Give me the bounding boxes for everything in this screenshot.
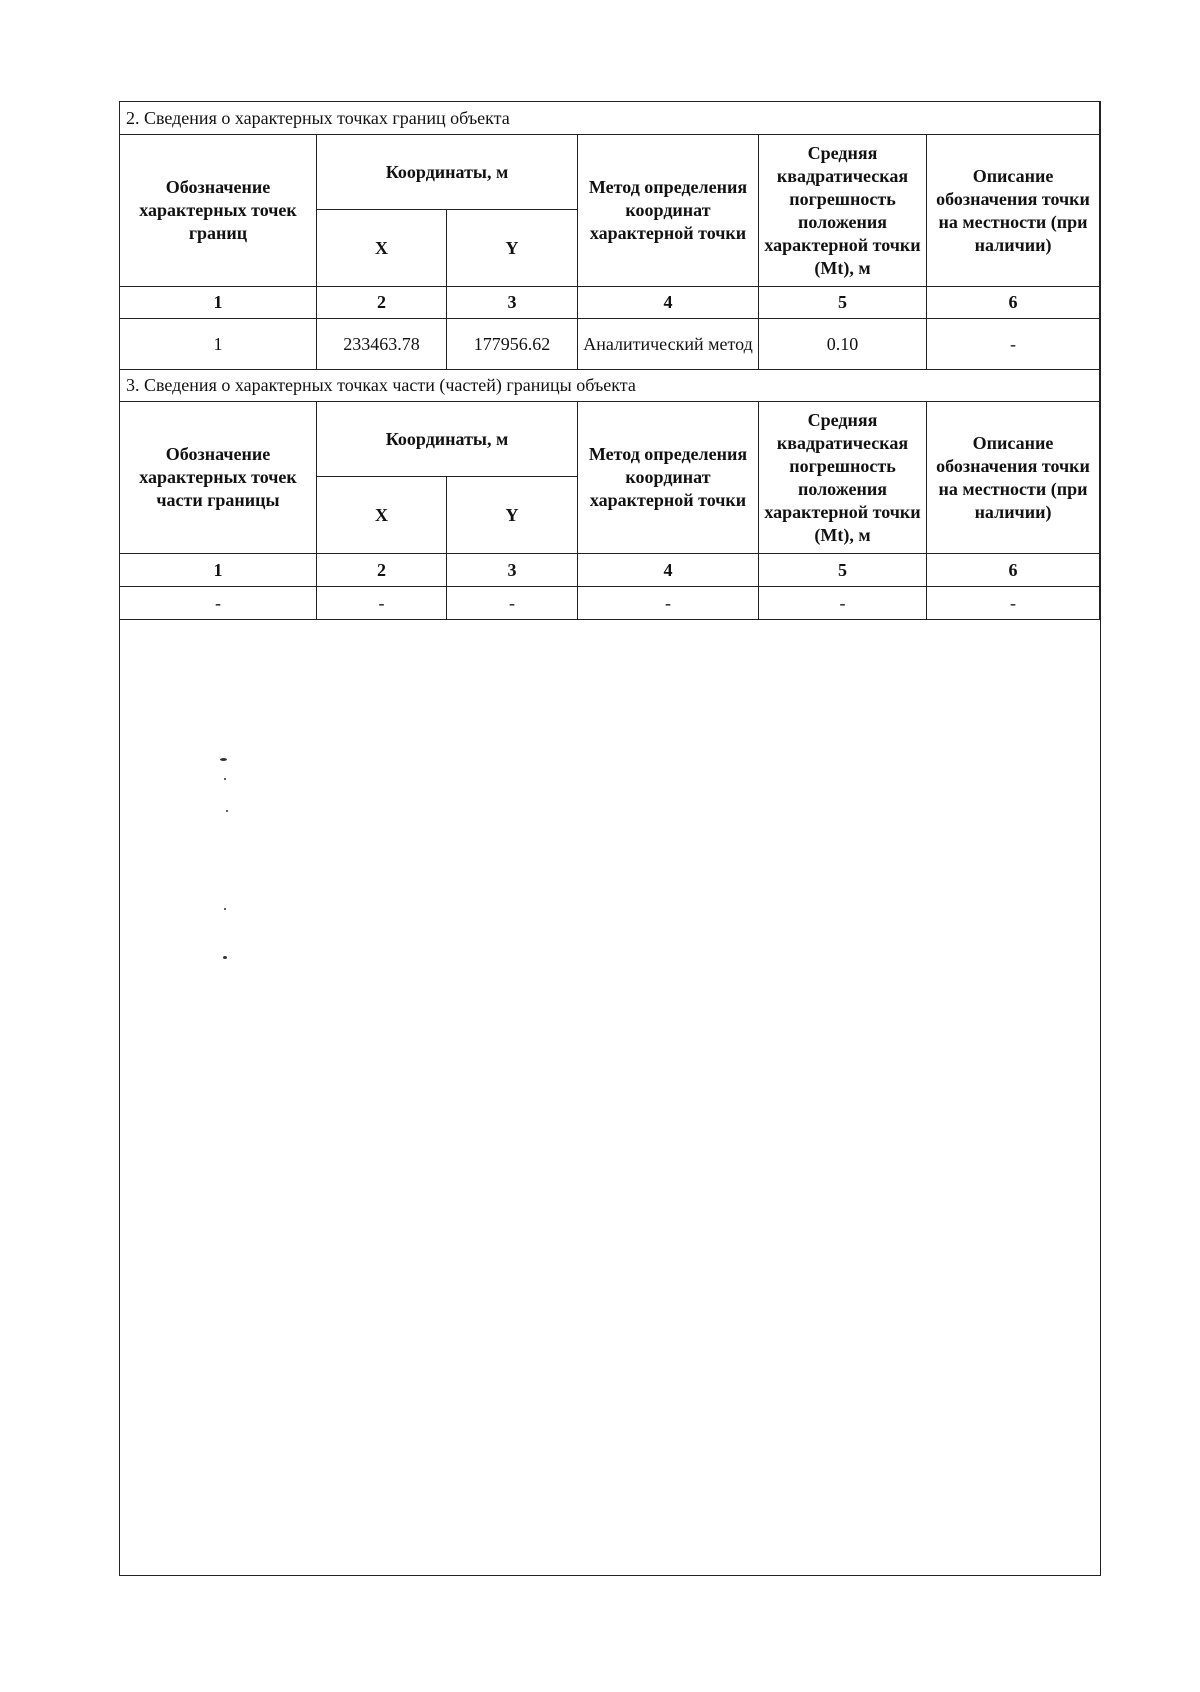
scan-speck xyxy=(224,908,226,910)
table-row xyxy=(120,319,1100,370)
point-designation: - xyxy=(120,587,317,620)
coordinate-y: - xyxy=(447,587,578,620)
header-x: X xyxy=(317,210,447,287)
column-number: 4 xyxy=(578,287,759,319)
column-number: 3 xyxy=(447,554,578,587)
column-number: 3 xyxy=(447,287,578,319)
scan-speck xyxy=(226,810,228,812)
column-number: 4 xyxy=(578,554,759,587)
coordinate-x: - xyxy=(317,587,447,620)
point-description: - xyxy=(927,319,1100,370)
column-number: 6 xyxy=(927,554,1100,587)
header-description: Описание обозначения точки на местности (при наличии) xyxy=(927,135,1100,287)
mean-square-error: 0.10 xyxy=(759,319,927,370)
determination-method: - xyxy=(578,587,759,620)
part-boundary-points-table xyxy=(119,369,1100,620)
section-2-title: 2. Сведения о характерных точках границ объекта xyxy=(120,102,1100,135)
scan-speck xyxy=(224,778,226,780)
point-designation: 1 xyxy=(120,319,317,370)
header-method: Метод определения координат характерной точки xyxy=(578,135,759,287)
column-number: 6 xyxy=(927,287,1100,319)
coordinate-x: 233463.78 xyxy=(317,319,447,370)
column-number: 5 xyxy=(759,287,927,319)
coordinate-y: 177956.62 xyxy=(447,319,578,370)
header-description: Описание обозначения точки на местности (при наличии) xyxy=(927,402,1100,554)
header-error: Средняя квадратическая погрешность положения характерной точки (Mt), м xyxy=(759,402,927,554)
scan-speck xyxy=(223,956,227,959)
header-designation: Обозначение характерных точек границ xyxy=(120,135,317,287)
header-y: Y xyxy=(447,477,578,554)
column-numbers-row xyxy=(120,554,1100,587)
column-number: 2 xyxy=(317,287,447,319)
header-designation: Обозначение характерных точек части границы xyxy=(120,402,317,554)
point-description: - xyxy=(927,587,1100,620)
header-method: Метод определения координат характерной точки xyxy=(578,402,759,554)
boundary-points-table xyxy=(119,101,1100,370)
header-error: Средняя квадратическая погрешность положения характерной точки (Mt), м xyxy=(759,135,927,287)
column-number: 5 xyxy=(759,554,927,587)
column-number: 2 xyxy=(317,554,447,587)
header-coordinates: Координаты, м xyxy=(317,402,578,477)
mean-square-error: - xyxy=(759,587,927,620)
determination-method: Аналитический метод xyxy=(578,319,759,370)
column-number: 1 xyxy=(120,287,317,319)
section-3-title: 3. Сведения о характерных точках части (частей) границы объекта xyxy=(120,370,1100,402)
column-numbers-row xyxy=(120,287,1100,319)
column-number: 1 xyxy=(120,554,317,587)
header-x: X xyxy=(317,477,447,554)
header-coordinates: Координаты, м xyxy=(317,135,578,210)
header-y: Y xyxy=(447,210,578,287)
table-row xyxy=(120,587,1100,620)
scan-speck xyxy=(220,758,227,761)
